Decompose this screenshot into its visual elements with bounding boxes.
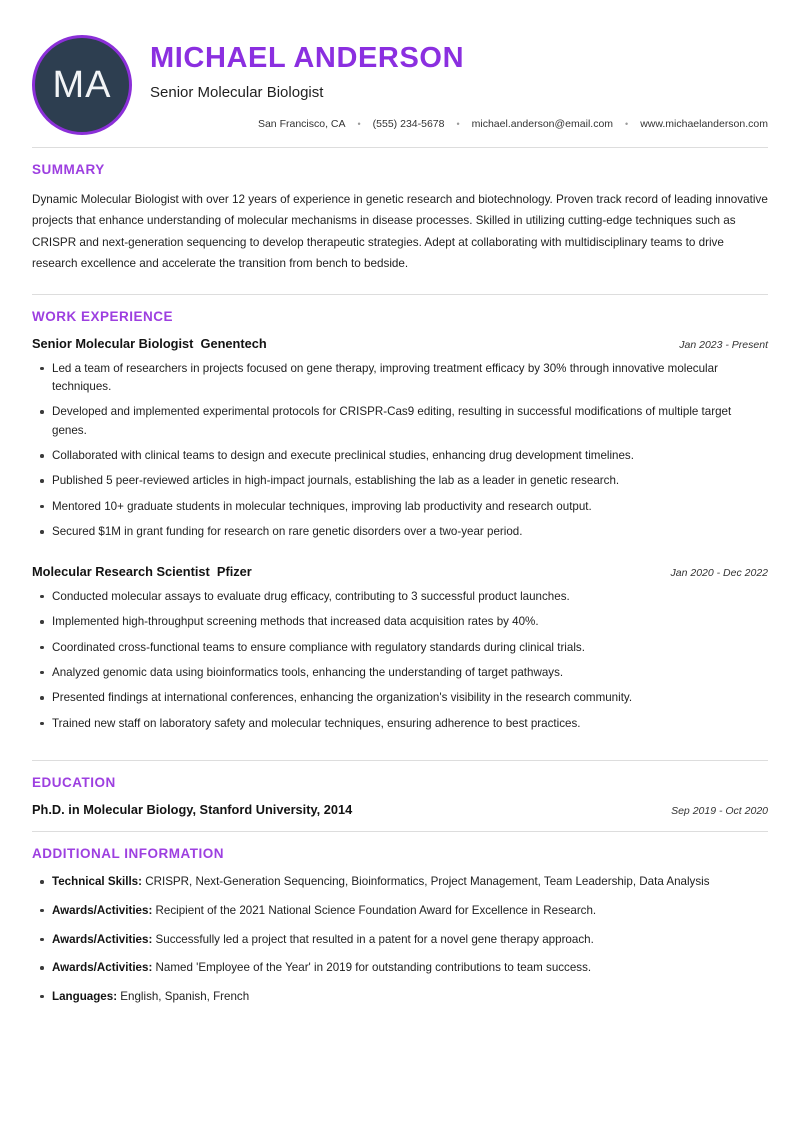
section-title-work-experience: WORK EXPERIENCE bbox=[32, 309, 174, 325]
job-bullet: Conducted molecular assays to evaluate drug efficacy, contributing to 3 successful product launches. bbox=[32, 588, 768, 606]
spacer-summary bbox=[32, 274, 768, 294]
contact-item[interactable]: San Francisco, CA bbox=[257, 117, 346, 130]
section-work-experience bbox=[32, 295, 768, 733]
section-additional-information bbox=[32, 832, 768, 1006]
additional-info-item bbox=[32, 931, 768, 950]
job-bullet: Trained new staff on laboratory safety and molecular techniques, ensuring adherence to best practices. bbox=[32, 715, 768, 733]
job-bullet: Developed and implemented experimental protocols for CRISPR-Cas9 editing, resulting in successful modifications of multiple target genes. bbox=[32, 403, 768, 440]
education-dates: Sep 2019 - Oct 2020 bbox=[671, 804, 768, 817]
contact-item[interactable]: www.michaelanderson.com bbox=[640, 117, 768, 130]
additional-info-label: Technical Skills: bbox=[52, 875, 142, 889]
job-bullet: Presented findings at international conferences, enhancing the organization's visibility in the research community. bbox=[32, 689, 768, 707]
spacer-work bbox=[32, 740, 768, 760]
job-bullet: Collaborated with clinical teams to design and execute preclinical studies, enhancing drug development timelines. bbox=[32, 447, 768, 465]
job-bullet: Implemented high-throughput screening methods that increased data acquisition rates by 40%. bbox=[32, 613, 768, 631]
job-bullet-list bbox=[32, 360, 768, 542]
additional-info-item bbox=[32, 873, 768, 892]
additional-info-label: Languages: bbox=[52, 989, 118, 1003]
job-spacer bbox=[32, 548, 768, 564]
contact-separator: • bbox=[357, 118, 361, 129]
section-education bbox=[32, 761, 768, 819]
additional-info-value: Successfully led a project that resulted in a patent for a novel gene therapy approach. bbox=[152, 932, 594, 946]
job-bullet: Led a team of researchers in projects focused on gene therapy, improving treatment efficacy by 30% through innovative molecular techniques. bbox=[32, 360, 768, 397]
job-bullet: Mentored 10+ graduate students in molecular techniques, improving lab productivity and research output. bbox=[32, 498, 768, 516]
additional-info-item bbox=[32, 959, 768, 978]
job-company: Genentech bbox=[200, 336, 267, 352]
section-summary bbox=[32, 148, 768, 274]
additional-info-value: CRISPR, Next-Generation Sequencing, Bioinformatics, Project Management, Team Leadership, Data Analysis bbox=[142, 875, 710, 889]
section-title-summary: SUMMARY bbox=[32, 162, 105, 177]
education-degree: Ph.D. in Molecular Biology, Stanford University, 2014 bbox=[32, 801, 353, 817]
job-header bbox=[32, 564, 768, 581]
additional-info-item bbox=[32, 988, 768, 1007]
contact-line bbox=[150, 117, 768, 132]
resume-header bbox=[32, 30, 768, 147]
job-dates: Jan 2023 - Present bbox=[679, 339, 768, 352]
section-title-additional-information: ADDITIONAL INFORMATION bbox=[32, 846, 224, 862]
summary-text: Dynamic Molecular Biologist with over 12 years of experience in genetic research and biotechnology. Proven track record of leading innovative projects that enhance understanding of molecular mechanisms in disease processes. Skilled in utilizing cutting-edge techniques such as CRISPR and next-generation sequencing to develop therapeutic strategies. Adept at collaborating with multidisciplinary teams to drive research excellence and accelerate the transition from bench to bedside. bbox=[32, 193, 768, 270]
job-bullet: Published 5 peer-reviewed articles in high-impact journals, establishing the lab as a leader in genetic research. bbox=[32, 472, 768, 490]
spacer-education bbox=[32, 818, 768, 831]
contact-separator: • bbox=[456, 118, 460, 129]
job-bullet: Secured $1M in grant funding for research on rare genetic disorders over a two-year period. bbox=[32, 523, 768, 541]
additional-info-item bbox=[32, 902, 768, 921]
job-entry bbox=[32, 336, 768, 541]
additional-info-label: Awards/Activities: bbox=[52, 903, 153, 917]
additional-info-value: Named 'Employee of the Year' in 2019 for outstanding contributions to team success. bbox=[152, 961, 592, 975]
job-dates: Jan 2020 - Dec 2022 bbox=[670, 567, 768, 580]
contact-separator: • bbox=[625, 118, 629, 129]
education-container bbox=[32, 802, 768, 819]
candidate-job-title: Senior Molecular Biologist bbox=[150, 84, 324, 102]
job-bullet-list bbox=[32, 588, 768, 733]
job-entry bbox=[32, 564, 768, 733]
education-entry bbox=[32, 802, 768, 819]
additional-info-label: Awards/Activities: bbox=[52, 961, 153, 975]
job-bullet: Coordinated cross-functional teams to ensure compliance with regulatory standards during clinical trials. bbox=[32, 639, 768, 657]
job-role: Senior Molecular Biologist Genentech bbox=[32, 336, 267, 352]
additional-info-value: Recipient of the 2021 National Science Foundation Award for Excellence in Research. bbox=[152, 903, 597, 917]
section-title-education: EDUCATION bbox=[32, 774, 116, 790]
job-company: Pfizer bbox=[216, 564, 252, 580]
job-role: Molecular Research Scientist Pfizer bbox=[32, 564, 252, 580]
additional-info-label: Awards/Activities: bbox=[52, 932, 153, 946]
candidate-name: MICHAEL ANDERSON bbox=[150, 42, 465, 74]
job-header bbox=[32, 336, 768, 353]
avatar bbox=[32, 35, 132, 135]
avatar-initials: MA bbox=[52, 64, 112, 106]
header-text-block bbox=[150, 30, 768, 132]
jobs-container bbox=[32, 336, 768, 733]
contact-item[interactable]: michael.anderson@email.com bbox=[471, 117, 614, 130]
job-bullet: Analyzed genomic data using bioinformatics tools, enhancing the understanding of target pathways. bbox=[32, 664, 768, 682]
additional-info-list bbox=[32, 873, 768, 1006]
additional-info-value: English, Spanish, French bbox=[117, 989, 250, 1003]
contact-item[interactable]: (555) 234-5678 bbox=[372, 117, 445, 130]
